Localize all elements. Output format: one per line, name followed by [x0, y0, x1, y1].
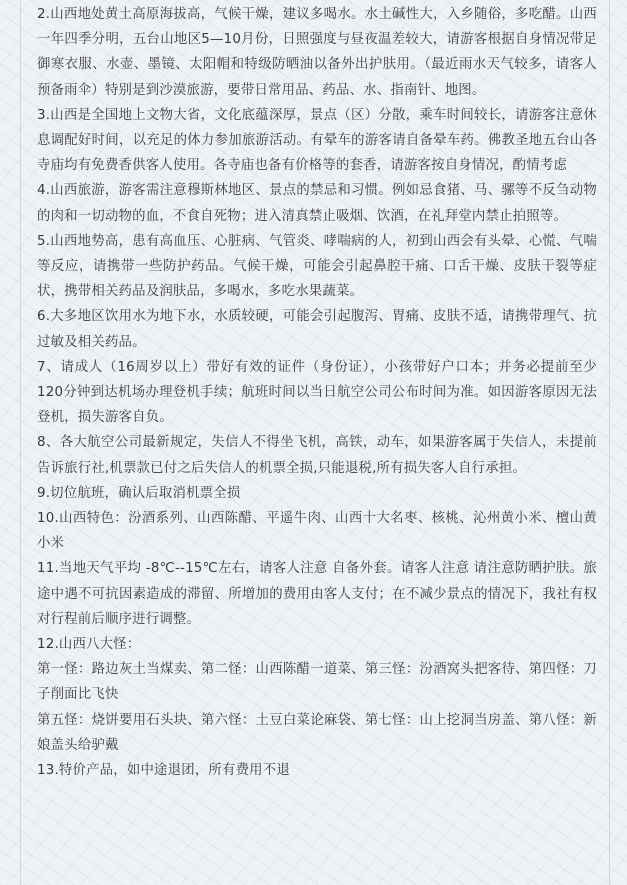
note-paragraph-4: 4.山西旅游，游客需注意穆斯林地区、景点的禁忌和习惯。例如忌食猪、马、骡等不反刍动物的肉和一切动物的血，不食自死物；进入清真禁止吸烟、饮酒，在礼拜堂内禁止拍照等。: [37, 183, 597, 224]
note-paragraph-12-list-b: 第五怪：烧饼要用石头块、第六怪：土豆白菜论麻袋、第七怪：山上挖洞当房盖、第八怪：新娘盖头给驴戴: [37, 712, 597, 753]
note-paragraph-9: 9.切位航班，确认后取消机票全损: [37, 485, 241, 501]
note-paragraph-3: 3.山西是全国地上文物大省，文化底蕴深厚，景点（区）分散，乘车时间较长，请游客注意休息调配好时间，以充足的体力参加旅游活动。有晕车的游客请自备晕车药。佛教圣地五台山各寺庙均有免费香供客人使用。各寺庙也备有价格等的套香，请游客按自身情况，酌情考虑: [37, 107, 597, 174]
left-border-line: [20, 0, 21, 885]
note-paragraph-2: 2.山西地处黄土高原海拔高，气候干燥，建议多喝水。水土碱性大，入乡随俗，多吃醋。山西一年四季分明，五台山地区5—10月份，日照强度与昼夜温差较大，请游客根据自身情况带足御寒衣服、水壶、墨镜、太阳帽和特级防晒油以备外出护肤用。（最近雨水天气较多，请客人预备雨伞）特别是到沙漠旅游，要带日常用品、药品、水、指南针、地图。: [37, 7, 597, 98]
note-paragraph-12-heading: 12.山西八大怪：: [37, 637, 141, 653]
note-paragraph-10: 10.山西特色：汾酒系列、山西陈醋、平遥牛肉、山西十大名枣、核桃、沁州黄小米、檀山黄小米: [37, 511, 597, 552]
note-paragraph-13: 13.特价产品，如中途退团，所有费用不退: [37, 763, 290, 779]
travel-notes-content: [37, 2, 597, 783]
note-paragraph-12-list-a: 第一怪：路边灰土当煤卖、第二怪：山西陈醋一道菜、第三怪：汾酒窝头把客待、第四怪：刀子削面比飞快: [37, 662, 597, 703]
note-paragraph-5: 5.山西地势高，患有高血压、心脏病、气管炎、哮喘病的人，初到山西会有头晕、心慌、气喘等反应，请携带一些防护药品。气候干燥，可能会引起鼻腔干痛、口舌干燥、皮肤干裂等症状，携带相关药品及润肤品，多喝水，多吃水果蔬菜。: [37, 233, 597, 300]
note-paragraph-11: 11.当地天气平均 -8℃--15℃左右，请客人注意 自备外套。请客人注意 请注意防晒护肤。旅途中遇不可抗因素造成的滞留、所增加的费用由客人支付；在不减少景点的情况下，我社有权对行程前后顺序进行调整。: [37, 561, 597, 627]
note-paragraph-7: 7、请成人（16周岁以上）带好有效的证件（身份证），小孩带好户口本；并务必提前至少120分钟到达机场办理登机手续；航班时间以当日航空公司公布时间为准。如因游客原因无法登机，损失游客自负。: [37, 359, 597, 426]
note-paragraph-8: 8、各大航空公司最新规定，失信人不得坐飞机，高铁，动车，如果游客属于失信人，未提前告诉旅行社,机票款已付之后失信人的机票全损,只能退税,所有损失客人自行承担。: [37, 435, 597, 476]
note-paragraph-6: 6.大多地区饮用水为地下水，水质较硬，可能会引起腹泻、胃痛、皮肤不适，请携带理气、抗过敏及相关药品。: [37, 309, 597, 350]
right-border-line: [609, 0, 610, 885]
